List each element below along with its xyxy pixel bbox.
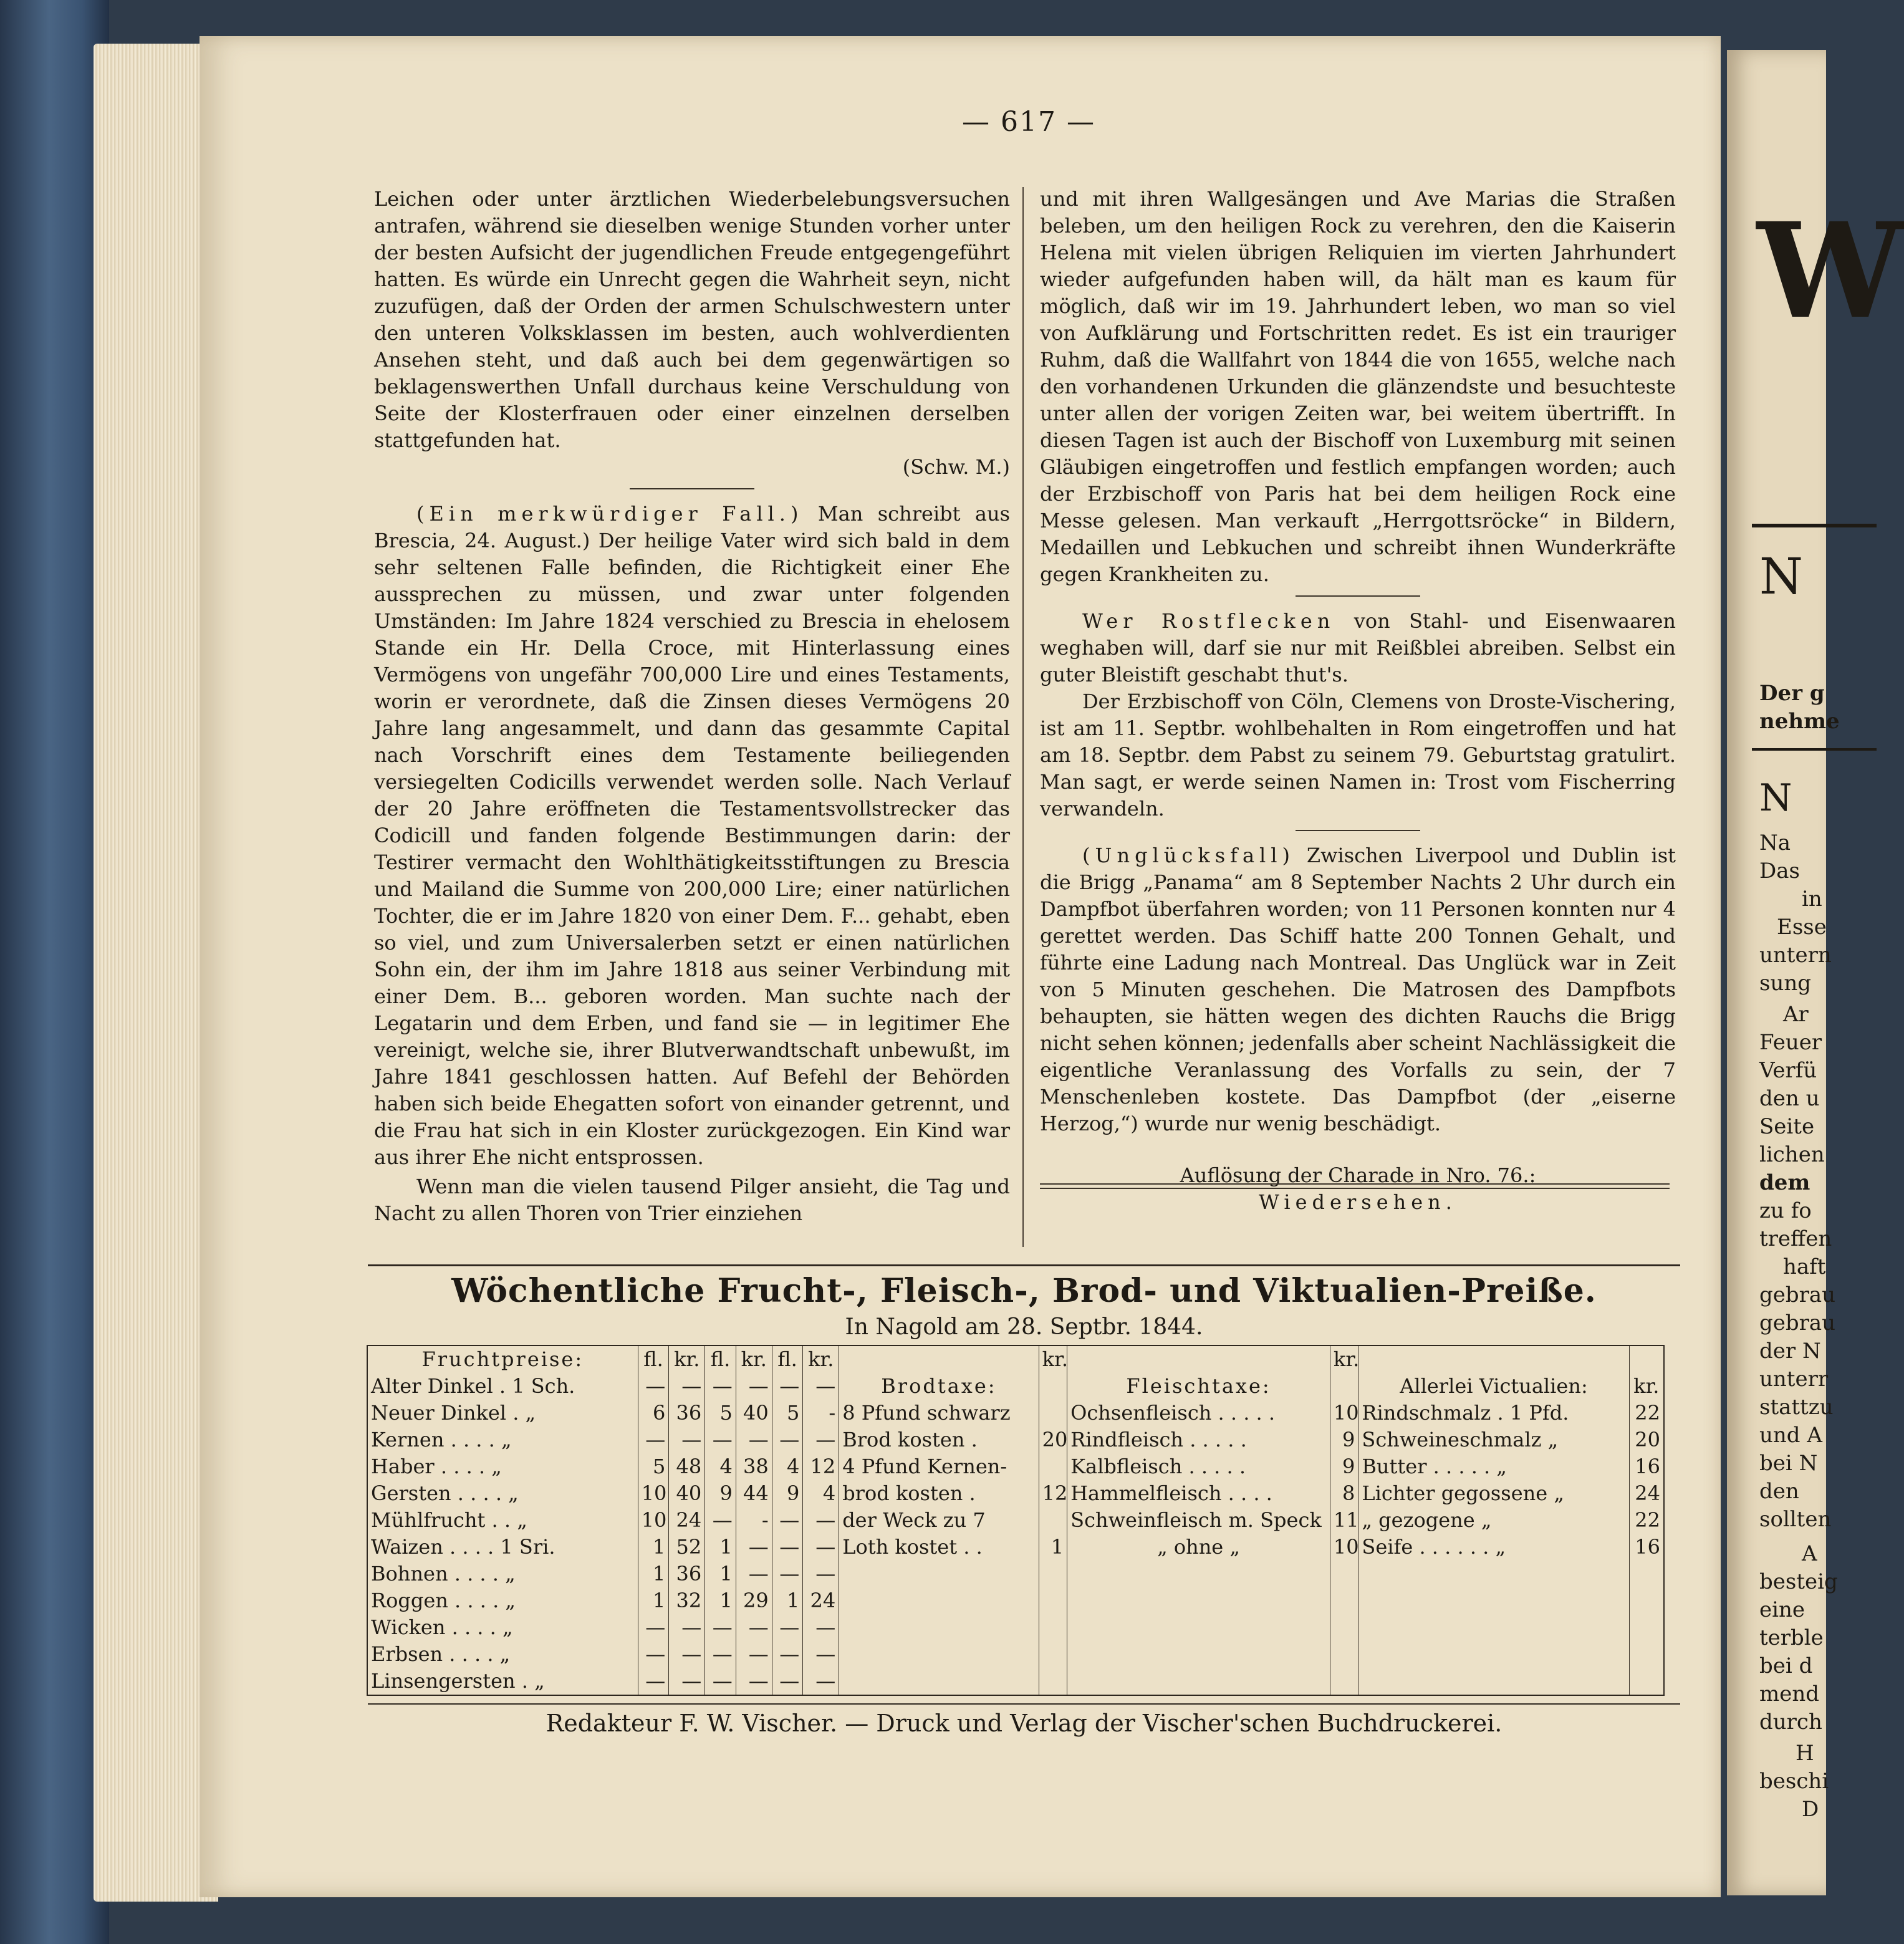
next-page-line: zu fo: [1759, 1198, 1812, 1223]
grain-unit: . . . . „: [454, 1562, 516, 1586]
empty-cell: [1629, 1641, 1664, 1668]
article-body: von Stahl- und Eisenwaaren weghaben will, darf sie nur mit Reißblei abreiben. Selbst ein guter Bleistift geschabt thut's.: [1040, 609, 1676, 686]
empty-cell: [1629, 1561, 1664, 1587]
price-value: —: [803, 1614, 839, 1641]
grain-label: Roggen: [371, 1589, 448, 1612]
article-body: Zwischen Liverpool und Dublin ist die Brigg „Panama“ am 8 September Nachts 2 Uhr durch ein Dampfbot überfahren worden; von 11 Personen konnten nur 4 gerettet werden. Das Schiff hatte 200 Tonnen Gehalt, und führte eine Ladung nach Montreal. Das Unglück war in Zeit von 5 Minuten geschehen. Die Matrosen des Dampfbots behaupten, sie hätten wegen des dichten Rauchs die Brigg nicht sehen können; jedenfalls aber scheint Nachlässigkeit die eigentliche Veranlassung des Vorfalls zu sein, der 7 Menschenleben kostete. Das Dampfbot (der „eiserne Herzog,“) wurde nur wenig beschädigt.: [1040, 844, 1676, 1135]
victuals-header: Allerlei Victualien:: [1358, 1373, 1629, 1400]
next-page-big-letter: W: [1757, 194, 1904, 348]
price-value: 32: [669, 1587, 705, 1614]
fl-header: fl.: [705, 1345, 736, 1373]
next-page-line: gebrau: [1759, 1282, 1836, 1307]
price-value: —: [669, 1373, 705, 1400]
grain-unit: . „: [521, 1669, 545, 1693]
next-page-line: sollten: [1759, 1507, 1832, 1532]
grain-unit: . „: [512, 1401, 536, 1425]
price-value: —: [705, 1373, 736, 1400]
next-page-line: untern: [1759, 943, 1832, 968]
kr-header: kr.: [803, 1345, 839, 1373]
empty-cell: [1067, 1641, 1330, 1668]
bread-cell: [839, 1345, 1039, 1373]
fl-header: fl.: [638, 1345, 669, 1373]
grain-name: [367, 1373, 638, 1400]
price-value: 24: [803, 1587, 839, 1614]
grain-unit: . . „: [491, 1508, 527, 1532]
bread-price: [1039, 1400, 1067, 1427]
article-separator: [630, 488, 754, 489]
empty-cell: [1330, 1641, 1358, 1668]
next-page-rule: [1752, 748, 1877, 751]
price-value: 40: [736, 1400, 772, 1427]
section-rule: [368, 1703, 1680, 1705]
next-page-line: Verfü: [1759, 1058, 1817, 1083]
price-value: —: [772, 1507, 803, 1534]
meat-price: 11: [1330, 1507, 1358, 1534]
price-value: —: [736, 1534, 772, 1561]
grain-name: [367, 1507, 638, 1534]
empty-cell: [1039, 1561, 1067, 1587]
meat-price: 8: [1330, 1480, 1358, 1507]
empty-cell: [1358, 1641, 1629, 1668]
kr-header: kr.: [1039, 1345, 1067, 1373]
meat-price: 9: [1330, 1453, 1358, 1480]
grain-unit: . . . . „: [457, 1481, 519, 1505]
bread-header: Brodtaxe:: [839, 1373, 1039, 1400]
price-value: 5: [705, 1400, 736, 1427]
grain-label: Alter Dinkel: [371, 1374, 493, 1398]
next-page-line: nehme: [1759, 709, 1840, 734]
article-pilgrims-continuation: und mit ihren Wallgesängen und Ave Marias die Straßen beleben, um den heiligen Rock zu verehren, den die Kaiserin Helena mit vielen übrigen Reliquien im vierten Jahrhundert wieder aufgefunden haben will, da hält man es kaum für möglich, daß wir im 19. Jahrhundert leben, wo man so viel von Aufklärung und Fortschritten redet. Es ist ein trauriger Ruhm, daß die Wallfahrt von 1844 die von 1655, welche nach den vorhandenen Urkunden die glänzendste und besuchteste unter allen der vorigen Zeiten war, bei weitem übertrifft. In diesen Tagen ist auch der Bischoff von Luxemburg mit seinen Gläubigen eingetroffen und festlich empfangen worden; auch der Erzbischoff von Paris hat bei dem heiligen Rock eine Messe gelesen. Man verkauft „Herrgottsröcke“ in Bildern, Medaillen und Lebkuchen und schreibt ihnen Wunderkräfte gegen Krankheiten zu.: [1040, 187, 1676, 586]
fl-header: fl.: [772, 1345, 803, 1373]
grain-unit: . . . . „: [454, 1589, 516, 1612]
price-value: —: [772, 1668, 803, 1695]
next-page-line: in: [1802, 887, 1822, 912]
bread-price: 12: [1039, 1480, 1067, 1507]
article-separator: [1296, 830, 1420, 831]
article-body: Man schreibt aus Brescia, 24. August.) Der heilige Vater wird sich bald in dem sehr seltenen Falle befinden, die Richtigkeit einer Ehe aussprechen zu müssen, und zwar unter folgenden Umständen: Im Jahre 1824 verschied zu Brescia in ehelosem Stande ein Hr. Della Croce, mit Hinterlassung eines Vermögens von ungefähr 700,000 Lire und eines Testaments, worin er verordnete, daß die Zinsen dieses Vermögens 20 Jahre lang angesammelt, und dann das gesammte Capital nach Vorschrift eines dem Testamente beiliegenden versiegelten Codicills verwendet werden solle. Nach Verlauf der 20 Jahre eröffneten die Testamentsvollstrecker das Codicill und fanden folgende Bestimmungen darin: der Testirer vermacht den Wohlthätigkeitsstiftungen zu Brescia und Mailand die Summe von 200,000 Lire; einer natürlichen Tochter, die er im Jahre 1820 von einer Dem. F... gehabt, eben so viel, und zum Universalerben setzt er einen natürlichen Sohn ein, der ihm im Jahre 1818 aus seiner Verbindung mit einer Dem. B... geboren worden. Man suchte nach der Legatarin und dem Erben, und fand sie — in legitimer Ehe vereinigt, welche sie, ihrer Blutverwandtschaft unbewußt, im Jahre 1841 geschlossen hatten. Auf Befehl der Behörden haben sich beide Ehegatten sofort von einander getrennt, und die Frau hat sich in ein Kloster zurückgezogen. Ein Kind war aus ihrer Ehe nicht entsprossen.: [374, 502, 1011, 1169]
next-page-line: unterr: [1759, 1367, 1829, 1392]
imprint-line: Redakteur F. W. Vischer. — Druck und Verlag der Vischer'schen Buchdruckerei.: [546, 1710, 1503, 1737]
victuals-item: Lichter gegossene „: [1358, 1480, 1629, 1507]
meat-price: 10: [1330, 1400, 1358, 1427]
empty-cell: [839, 1561, 1039, 1587]
empty-cell: [1067, 1587, 1330, 1614]
article-separator: [1296, 595, 1420, 597]
charade-solution-word: Wiedersehen.: [1259, 1190, 1457, 1214]
grain-name: [367, 1400, 638, 1427]
price-value: —: [638, 1373, 669, 1400]
price-value: —: [705, 1668, 736, 1695]
grain-label: Erbsen: [371, 1642, 443, 1666]
next-page-line: Na: [1759, 830, 1791, 855]
spacer: [1040, 1137, 1676, 1162]
market-prices-title: Wöchentliche Frucht-, Fleisch-, Brod- und Viktualien-Preiße.: [451, 1272, 1597, 1310]
grain-label: Kernen: [371, 1428, 445, 1451]
grain-label: Wicken: [371, 1615, 446, 1639]
grain-label: Bohnen: [371, 1562, 448, 1586]
article-signature: (Schw. M.): [902, 455, 1010, 479]
grain-label: Waizen: [371, 1535, 443, 1559]
price-value: —: [736, 1614, 772, 1641]
table-row: [367, 1400, 1664, 1427]
price-value: —: [772, 1614, 803, 1641]
table-row: [367, 1427, 1664, 1453]
victuals-price: 22: [1629, 1400, 1664, 1427]
grain-header: Fruchtpreise:: [367, 1345, 638, 1373]
victuals-cell: [1358, 1345, 1629, 1373]
article-heading: (Unglücksfall): [1082, 844, 1295, 867]
price-value: 1: [772, 1587, 803, 1614]
next-page-line: Feuer: [1759, 1030, 1822, 1055]
article-pilgrims-start: Wenn man die vielen tausend Pilger ansieht, die Tag und Nacht zu allen Thoren von Trier einziehen: [374, 1175, 1010, 1225]
next-page-line: gebrau: [1759, 1311, 1836, 1335]
bread-price: 20: [1039, 1427, 1067, 1453]
grain-name: [367, 1614, 638, 1641]
meat-price: 9: [1330, 1427, 1358, 1453]
next-page-line: besteig: [1759, 1569, 1838, 1594]
kr-cell: [1629, 1345, 1664, 1373]
empty-cell: [839, 1587, 1039, 1614]
price-value: 10: [638, 1507, 669, 1534]
price-value: —: [803, 1427, 839, 1453]
kr-cell: [1330, 1373, 1358, 1400]
table-row: [367, 1534, 1664, 1561]
bread-item: Brod kosten .: [839, 1427, 1039, 1453]
price-value: —: [772, 1427, 803, 1453]
price-value: —: [638, 1641, 669, 1668]
bread-item: der Weck zu 7: [839, 1507, 1039, 1534]
price-value: —: [736, 1641, 772, 1668]
price-value: 1: [705, 1561, 736, 1587]
price-value: —: [803, 1641, 839, 1668]
next-page-line: Der g: [1759, 681, 1825, 706]
price-value: 40: [669, 1480, 705, 1507]
next-page-line: N: [1759, 547, 1803, 605]
next-page-rule: [1752, 524, 1877, 527]
price-value: —: [669, 1641, 705, 1668]
next-page-line: bei d: [1759, 1653, 1813, 1678]
empty-cell: [1358, 1668, 1629, 1695]
price-value: —: [772, 1534, 803, 1561]
table-row: [367, 1453, 1664, 1480]
grain-unit: . . . . 1 Sri.: [450, 1535, 555, 1559]
bread-item: Loth kostet . .: [839, 1534, 1039, 1561]
meat-item: Schweinfleisch m. Speck: [1067, 1507, 1330, 1534]
price-value: —: [772, 1373, 803, 1400]
empty-cell: [1629, 1668, 1664, 1695]
price-value: 36: [669, 1400, 705, 1427]
empty-cell: [1330, 1668, 1358, 1695]
price-value: —: [669, 1668, 705, 1695]
price-value: —: [803, 1561, 839, 1587]
price-value: —: [669, 1614, 705, 1641]
grain-name: [367, 1587, 638, 1614]
price-value: —: [736, 1561, 772, 1587]
book-binding: [0, 0, 109, 1944]
price-value: —: [803, 1373, 839, 1400]
market-prices-subtitle: In Nagold am 28. Septbr. 1844.: [845, 1314, 1203, 1340]
empty-cell: [1039, 1587, 1067, 1614]
price-value: —: [705, 1507, 736, 1534]
grain-name: [367, 1641, 638, 1668]
price-value: —: [638, 1668, 669, 1695]
article-archbishop: Der Erzbischoff von Cöln, Clemens von Droste-Vischering, ist am 11. Septbr. wohlbehalten in Rom eingetroffen und hat am 18. Septbr. dem Pabst zu seinem 79. Geburtstag gratulirt. Man sagt, er werde seinen Namen in: Trost vom Fischerring verwandeln.: [1040, 690, 1676, 820]
price-value: 1: [705, 1587, 736, 1614]
right-column: [1040, 186, 1676, 1216]
empty-cell: [1039, 1614, 1067, 1641]
empty-cell: [839, 1641, 1039, 1668]
victuals-item: „ gezogene „: [1358, 1507, 1629, 1534]
victuals-item: Seife . . . . . . „: [1358, 1534, 1629, 1561]
empty-cell: [1358, 1614, 1629, 1641]
grain-label: Mühlfrucht: [371, 1508, 486, 1532]
price-value: —: [772, 1641, 803, 1668]
table-row: [367, 1345, 1664, 1373]
table-row: [367, 1614, 1664, 1641]
table-row: [367, 1480, 1664, 1507]
price-value: 5: [638, 1453, 669, 1480]
bread-price: [1039, 1507, 1067, 1534]
kr-header: kr.: [1330, 1345, 1358, 1373]
next-page-line: durch: [1759, 1710, 1822, 1735]
empty-cell: [1067, 1668, 1330, 1695]
victuals-price: 16: [1629, 1453, 1664, 1480]
next-page-line: Das: [1759, 859, 1800, 883]
next-page-line: sung: [1759, 971, 1812, 996]
next-page-line: H: [1796, 1741, 1814, 1766]
empty-cell: [839, 1668, 1039, 1695]
price-value: 6: [638, 1400, 669, 1427]
grain-name: [367, 1561, 638, 1587]
grain-label: Gersten: [371, 1481, 451, 1505]
table-row: [367, 1668, 1664, 1695]
table-row: [367, 1507, 1664, 1534]
grain-label: Neuer Dinkel: [371, 1401, 507, 1425]
article-heading: (Ein merkwürdiger Fall.): [416, 502, 804, 526]
grain-name: [367, 1427, 638, 1453]
price-value: 44: [736, 1480, 772, 1507]
price-value: 1: [638, 1534, 669, 1561]
price-value: 1: [638, 1561, 669, 1587]
meat-cell: [1067, 1345, 1330, 1373]
grain-label: Haber: [371, 1455, 435, 1478]
empty-cell: [1358, 1587, 1629, 1614]
victuals-price: 20: [1629, 1427, 1664, 1453]
grain-name: [367, 1534, 638, 1561]
empty-cell: [1330, 1561, 1358, 1587]
next-page-line: haft: [1783, 1254, 1826, 1279]
meat-header: Fleischtaxe:: [1067, 1373, 1330, 1400]
empty-cell: [1067, 1614, 1330, 1641]
next-page-fragment: [1727, 50, 1904, 1895]
meat-item: Hammelfleisch . . . .: [1067, 1480, 1330, 1507]
next-page-line: Ar: [1783, 1002, 1809, 1027]
next-page-line: N: [1759, 776, 1792, 820]
price-value: 1: [705, 1534, 736, 1561]
grain-unit: . . . . „: [440, 1455, 502, 1478]
next-page-line: terble: [1759, 1625, 1824, 1650]
next-page-line: Seite: [1759, 1114, 1815, 1139]
grain-unit: . . . . „: [449, 1642, 511, 1666]
price-value: 9: [705, 1480, 736, 1507]
article-accident: [1040, 842, 1676, 1137]
bread-price: 1: [1039, 1534, 1067, 1561]
kr-cell: [1039, 1373, 1067, 1400]
victuals-item: Butter . . . . . „: [1358, 1453, 1629, 1480]
victuals-item: Schweineschmalz „: [1358, 1427, 1629, 1453]
victuals-price: 16: [1629, 1534, 1664, 1561]
victuals-price: 24: [1629, 1480, 1664, 1507]
victuals-price: 22: [1629, 1507, 1664, 1534]
left-column: [374, 186, 1010, 1227]
meat-item: Rindfleisch . . . . .: [1067, 1427, 1330, 1453]
article-lead: Wer Rostflecken: [1082, 609, 1335, 633]
kr-header: kr.: [1629, 1373, 1664, 1400]
article-curious-case: [374, 501, 1010, 1171]
empty-cell: [1358, 1561, 1629, 1587]
next-page-line: A: [1802, 1541, 1817, 1566]
next-page-line: den: [1759, 1479, 1799, 1504]
bread-price: [1039, 1453, 1067, 1480]
grain-name: [367, 1453, 638, 1480]
price-value: —: [803, 1507, 839, 1534]
meat-item: Ochsenfleisch . . . . .: [1067, 1400, 1330, 1427]
double-rule: [1040, 1183, 1670, 1189]
price-value: —: [736, 1668, 772, 1695]
empty-cell: [1067, 1561, 1330, 1587]
table-row: [367, 1641, 1664, 1668]
kr-header: kr.: [669, 1345, 705, 1373]
meat-price: 10: [1330, 1534, 1358, 1561]
price-value: 4: [803, 1480, 839, 1507]
price-value: 52: [669, 1534, 705, 1561]
price-value: 29: [736, 1587, 772, 1614]
section-rule: [368, 1264, 1680, 1266]
price-value: 12: [803, 1453, 839, 1480]
price-value: -: [736, 1507, 772, 1534]
grain-unit: . . . . „: [450, 1428, 512, 1451]
price-value: —: [803, 1668, 839, 1695]
next-page-line: der N: [1759, 1339, 1821, 1364]
price-value: -: [803, 1400, 839, 1427]
victuals-item: Rindschmalz . 1 Pfd.: [1358, 1400, 1629, 1427]
price-value: —: [638, 1614, 669, 1641]
price-value: 5: [772, 1400, 803, 1427]
table-row: [367, 1373, 1664, 1400]
next-page-line: und A: [1759, 1423, 1822, 1448]
meat-item: Kalbfleisch . . . . .: [1067, 1453, 1330, 1480]
bread-item: brod kosten .: [839, 1480, 1039, 1507]
empty-cell: [1039, 1641, 1067, 1668]
kr-header: kr.: [736, 1345, 772, 1373]
next-page-line: dem: [1759, 1170, 1810, 1195]
price-value: —: [705, 1614, 736, 1641]
next-page-line: lichen: [1759, 1142, 1825, 1167]
price-value: —: [705, 1641, 736, 1668]
grain-name: [367, 1480, 638, 1507]
price-value: 36: [669, 1561, 705, 1587]
page-number: — 617 —: [962, 106, 1095, 138]
empty-cell: [1629, 1587, 1664, 1614]
empty-cell: [1330, 1614, 1358, 1641]
price-value: 4: [705, 1453, 736, 1480]
price-value: —: [736, 1373, 772, 1400]
charade-solution-label: Auflösung der Charade in Nro. 76.:: [1180, 1163, 1536, 1187]
price-value: 4: [772, 1453, 803, 1480]
next-page-line: bei N: [1759, 1451, 1818, 1476]
price-value: 1: [638, 1587, 669, 1614]
article-continuation: Leichen oder unter ärztlichen Wiederbelebungsversuchen antrafen, während sie dieselben wenige Stunden vorher unter der besten Aufsicht der jugendlichen Freude entgegengeführt hatten. Es würde ein Unrecht gegen die Wahrheit seyn, nicht zuzufügen, daß der Orden der armen Schulschwestern unter den unteren Volksklassen im besten, auch wohlverdienten Ansehen steht, und daß auch bei dem gegenwärtigen so beklagenswerthen Unfall durchaus keine Verschuldung von Seite der Klosterfrauen oder einer einzelnen derselben stattgefunden hat.: [374, 187, 1010, 452]
price-value: 48: [669, 1453, 705, 1480]
price-table: [367, 1345, 1665, 1696]
next-page-line: den u: [1759, 1086, 1820, 1111]
table-row: [367, 1561, 1664, 1587]
next-page-line: eine: [1759, 1597, 1805, 1622]
empty-cell: [839, 1614, 1039, 1641]
price-value: 10: [638, 1480, 669, 1507]
column-divider: [1022, 187, 1024, 1247]
price-value: 38: [736, 1453, 772, 1480]
price-value: —: [772, 1561, 803, 1587]
next-page-line: Esse: [1777, 915, 1827, 940]
price-value: —: [736, 1427, 772, 1453]
empty-cell: [1330, 1587, 1358, 1614]
empty-cell: [1629, 1614, 1664, 1641]
grain-unit: . 1 Sch.: [499, 1374, 575, 1398]
grain-label: Linsengersten: [371, 1669, 516, 1693]
next-page-line: treffen: [1759, 1226, 1832, 1251]
grain-unit: . . . . „: [451, 1615, 513, 1639]
table-row: [367, 1587, 1664, 1614]
price-value: —: [803, 1534, 839, 1561]
next-page-line: stattzu: [1759, 1395, 1834, 1420]
price-value: 9: [772, 1480, 803, 1507]
meat-item: „ ohne „: [1067, 1534, 1330, 1561]
bread-item: 4 Pfund Kernen-: [839, 1453, 1039, 1480]
next-page-line: mend: [1759, 1682, 1820, 1706]
grain-name: [367, 1668, 638, 1695]
empty-cell: [1039, 1668, 1067, 1695]
next-page-line: D: [1802, 1797, 1819, 1822]
price-value: —: [705, 1427, 736, 1453]
price-value: —: [638, 1427, 669, 1453]
article-rust-stains: [1040, 608, 1676, 688]
price-value: 24: [669, 1507, 705, 1534]
price-value: —: [669, 1427, 705, 1453]
bread-item: 8 Pfund schwarz: [839, 1400, 1039, 1427]
next-page-line: beschi: [1759, 1769, 1829, 1794]
